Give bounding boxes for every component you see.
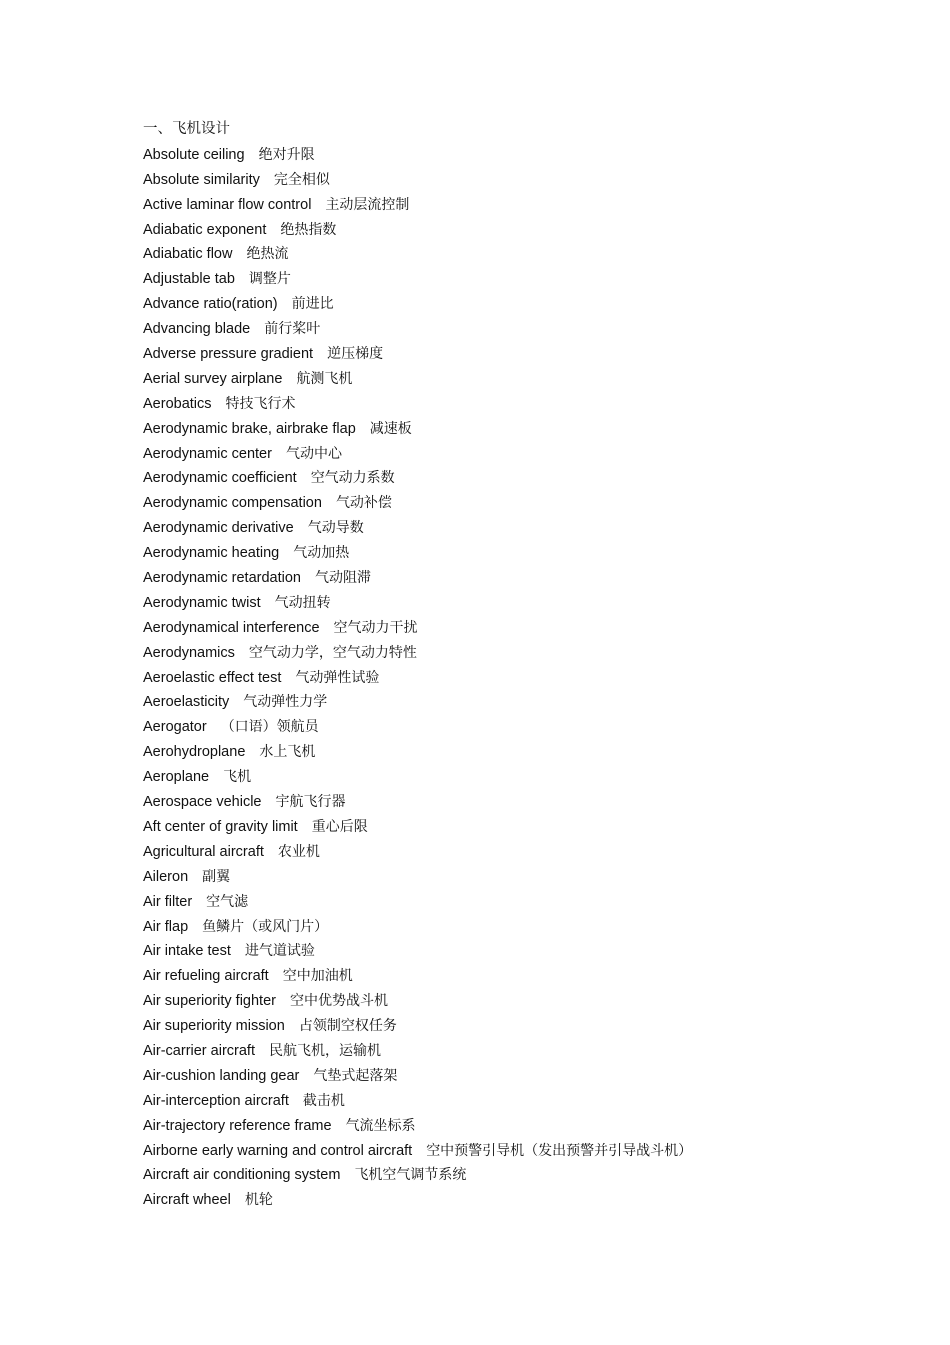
chinese-term: 减速板 — [369, 420, 412, 437]
chinese-term: 气流坐标系 — [345, 1117, 416, 1134]
chinese-term: （口语）领航员 — [220, 719, 319, 736]
chinese-term: 鱼鳞片（或风门片） — [202, 918, 329, 935]
glossary-entry — [143, 442, 903, 467]
glossary-entry — [143, 715, 903, 740]
chinese-term: 绝对升限 — [258, 146, 315, 163]
chinese-term: 民航飞机，运输机 — [268, 1042, 381, 1059]
glossary-entry — [143, 964, 903, 989]
glossary-entry — [143, 1188, 903, 1213]
chinese-term: 空气动力系数 — [310, 470, 395, 487]
glossary-entry — [143, 690, 903, 715]
english-term: Air refueling aircraft — [143, 968, 269, 985]
glossary-entry — [143, 1139, 903, 1164]
english-term: Aerodynamical interference — [143, 619, 320, 636]
english-term: Aileron — [143, 868, 189, 885]
chinese-term: 逆压梯度 — [327, 346, 384, 363]
glossary-entry — [143, 666, 903, 691]
glossary-entry — [143, 541, 903, 566]
chinese-term: 空气动力学，空气动力特性 — [248, 644, 417, 661]
english-term: Aerodynamic heating — [143, 545, 280, 562]
chinese-term: 机轮 — [244, 1192, 273, 1209]
english-term: Aeroelasticity — [143, 694, 230, 711]
english-term: Air superiority fighter — [143, 993, 276, 1010]
english-term: Aircraft air conditioning system — [143, 1167, 341, 1184]
chinese-term: 进气道试验 — [244, 943, 315, 960]
chinese-term: 空中预警引导机（发出预警并引导战斗机） — [426, 1142, 693, 1159]
glossary-list — [143, 143, 903, 1213]
glossary-entry — [143, 491, 903, 516]
english-term: Aerodynamic derivative — [143, 520, 294, 537]
chinese-term: 飞机 — [223, 769, 252, 786]
english-term: Absolute similarity — [143, 171, 260, 188]
chinese-term: 空气动力干扰 — [333, 619, 418, 636]
chinese-term: 占领制空权任务 — [298, 1018, 397, 1035]
glossary-entry — [143, 292, 903, 317]
english-term: Aerodynamic retardation — [143, 570, 301, 587]
glossary-entry — [143, 317, 903, 342]
glossary-entry — [143, 616, 903, 641]
chinese-term: 宇航飞行器 — [275, 794, 346, 811]
english-term: Air intake test — [143, 943, 231, 960]
english-term: Aerodynamic twist — [143, 594, 261, 611]
english-term: Aerohydroplane — [143, 744, 246, 761]
english-term: Aircraft wheel — [143, 1192, 231, 1209]
english-term: Aft center of gravity limit — [143, 818, 298, 835]
glossary-entry — [143, 939, 903, 964]
glossary-entry — [143, 840, 903, 865]
glossary-entry — [143, 1014, 903, 1039]
glossary-entry — [143, 740, 903, 765]
glossary-entry — [143, 516, 903, 541]
english-term: Adiabatic flow — [143, 246, 233, 263]
glossary-entry — [143, 242, 903, 267]
glossary-entry — [143, 218, 903, 243]
chinese-term: 完全相似 — [273, 171, 330, 188]
chinese-term: 气动中心 — [285, 445, 342, 462]
english-term: Air-cushion landing gear — [143, 1067, 300, 1084]
english-term: Aerial survey airplane — [143, 370, 283, 387]
glossary-entry — [143, 342, 903, 367]
glossary-entry — [143, 1064, 903, 1089]
english-term: Adverse pressure gradient — [143, 346, 314, 363]
glossary-entry — [143, 1114, 903, 1139]
chinese-term: 重心后限 — [311, 818, 368, 835]
glossary-entry — [143, 765, 903, 790]
english-term: Adiabatic exponent — [143, 221, 267, 238]
english-term: Air superiority mission — [143, 1018, 285, 1035]
glossary-entry — [143, 267, 903, 292]
glossary-entry — [143, 865, 903, 890]
glossary-entry — [143, 168, 903, 193]
chinese-term: 气垫式起落架 — [313, 1067, 398, 1084]
glossary-entry — [143, 367, 903, 392]
glossary-entry — [143, 1163, 903, 1188]
glossary-entry — [143, 143, 903, 168]
english-term: Aerodynamic brake, airbrake flap — [143, 420, 356, 437]
english-term: Air filter — [143, 893, 193, 910]
chinese-term: 气动弹性试验 — [295, 669, 380, 686]
glossary-entry — [143, 790, 903, 815]
glossary-entry — [143, 815, 903, 840]
english-term: Aerodynamic center — [143, 445, 272, 462]
glossary-entry — [143, 890, 903, 915]
glossary-entry — [143, 989, 903, 1014]
glossary-entry — [143, 591, 903, 616]
glossary-entry — [143, 417, 903, 442]
chinese-term: 气动扭转 — [274, 594, 331, 611]
chinese-term: 特技飞行术 — [225, 395, 296, 412]
glossary-entry — [143, 915, 903, 940]
english-term: Advancing blade — [143, 321, 251, 338]
glossary-entry — [143, 193, 903, 218]
chinese-term: 主动层流控制 — [325, 196, 410, 213]
english-term: Active laminar flow control — [143, 196, 312, 213]
glossary-entry — [143, 1039, 903, 1064]
chinese-term: 气动加热 — [293, 545, 350, 562]
chinese-term: 绝热指数 — [280, 221, 337, 238]
glossary-entry — [143, 392, 903, 417]
english-term: Absolute ceiling — [143, 146, 245, 163]
english-term: Air-carrier aircraft — [143, 1042, 255, 1059]
english-term: Aerobatics — [143, 395, 212, 412]
english-term: Aerodynamic compensation — [143, 495, 322, 512]
document-content — [143, 118, 903, 1213]
english-term: Advance ratio(ration) — [143, 296, 278, 313]
english-term: Air-interception aircraft — [143, 1092, 289, 1109]
chinese-term: 航测飞机 — [296, 370, 353, 387]
english-term: Agricultural aircraft — [143, 843, 264, 860]
chinese-term: 副翼 — [202, 868, 231, 885]
english-term: Air-trajectory reference frame — [143, 1117, 332, 1134]
english-term: Airborne early warning and control aircraft — [143, 1142, 413, 1159]
english-term: Aeroelastic effect test — [143, 669, 282, 686]
glossary-entry — [143, 466, 903, 491]
english-term: Aeroplane — [143, 769, 210, 786]
chinese-term: 空气滤 — [206, 893, 249, 910]
glossary-entry — [143, 566, 903, 591]
chinese-term: 调整片 — [248, 271, 291, 288]
chinese-term: 空中加油机 — [282, 968, 353, 985]
chinese-term: 气动导数 — [307, 520, 364, 537]
english-term: Aerodynamic coefficient — [143, 470, 297, 487]
english-term: Aerospace vehicle — [143, 794, 262, 811]
glossary-entry — [143, 1089, 903, 1114]
chinese-term: 前进比 — [291, 296, 334, 313]
chinese-term: 气动阻滞 — [314, 570, 371, 587]
section-title: 一、飞机设计 — [143, 121, 230, 137]
english-term: Aerodynamics — [143, 644, 235, 661]
english-term: Air flap — [143, 918, 189, 935]
chinese-term: 前行桨叶 — [264, 321, 321, 338]
glossary-entry — [143, 641, 903, 666]
chinese-term: 气动弹性力学 — [243, 694, 328, 711]
chinese-term: 飞机空气调节系统 — [354, 1167, 467, 1184]
chinese-term: 农业机 — [277, 843, 320, 860]
chinese-term: 截击机 — [302, 1092, 345, 1109]
chinese-term: 绝热流 — [246, 246, 289, 263]
chinese-term: 水上飞机 — [259, 744, 316, 761]
english-term: Adjustable tab — [143, 271, 235, 288]
english-term: Aerogator — [143, 719, 207, 736]
chinese-term: 空中优势战斗机 — [289, 993, 388, 1010]
chinese-term: 气动补偿 — [335, 495, 392, 512]
